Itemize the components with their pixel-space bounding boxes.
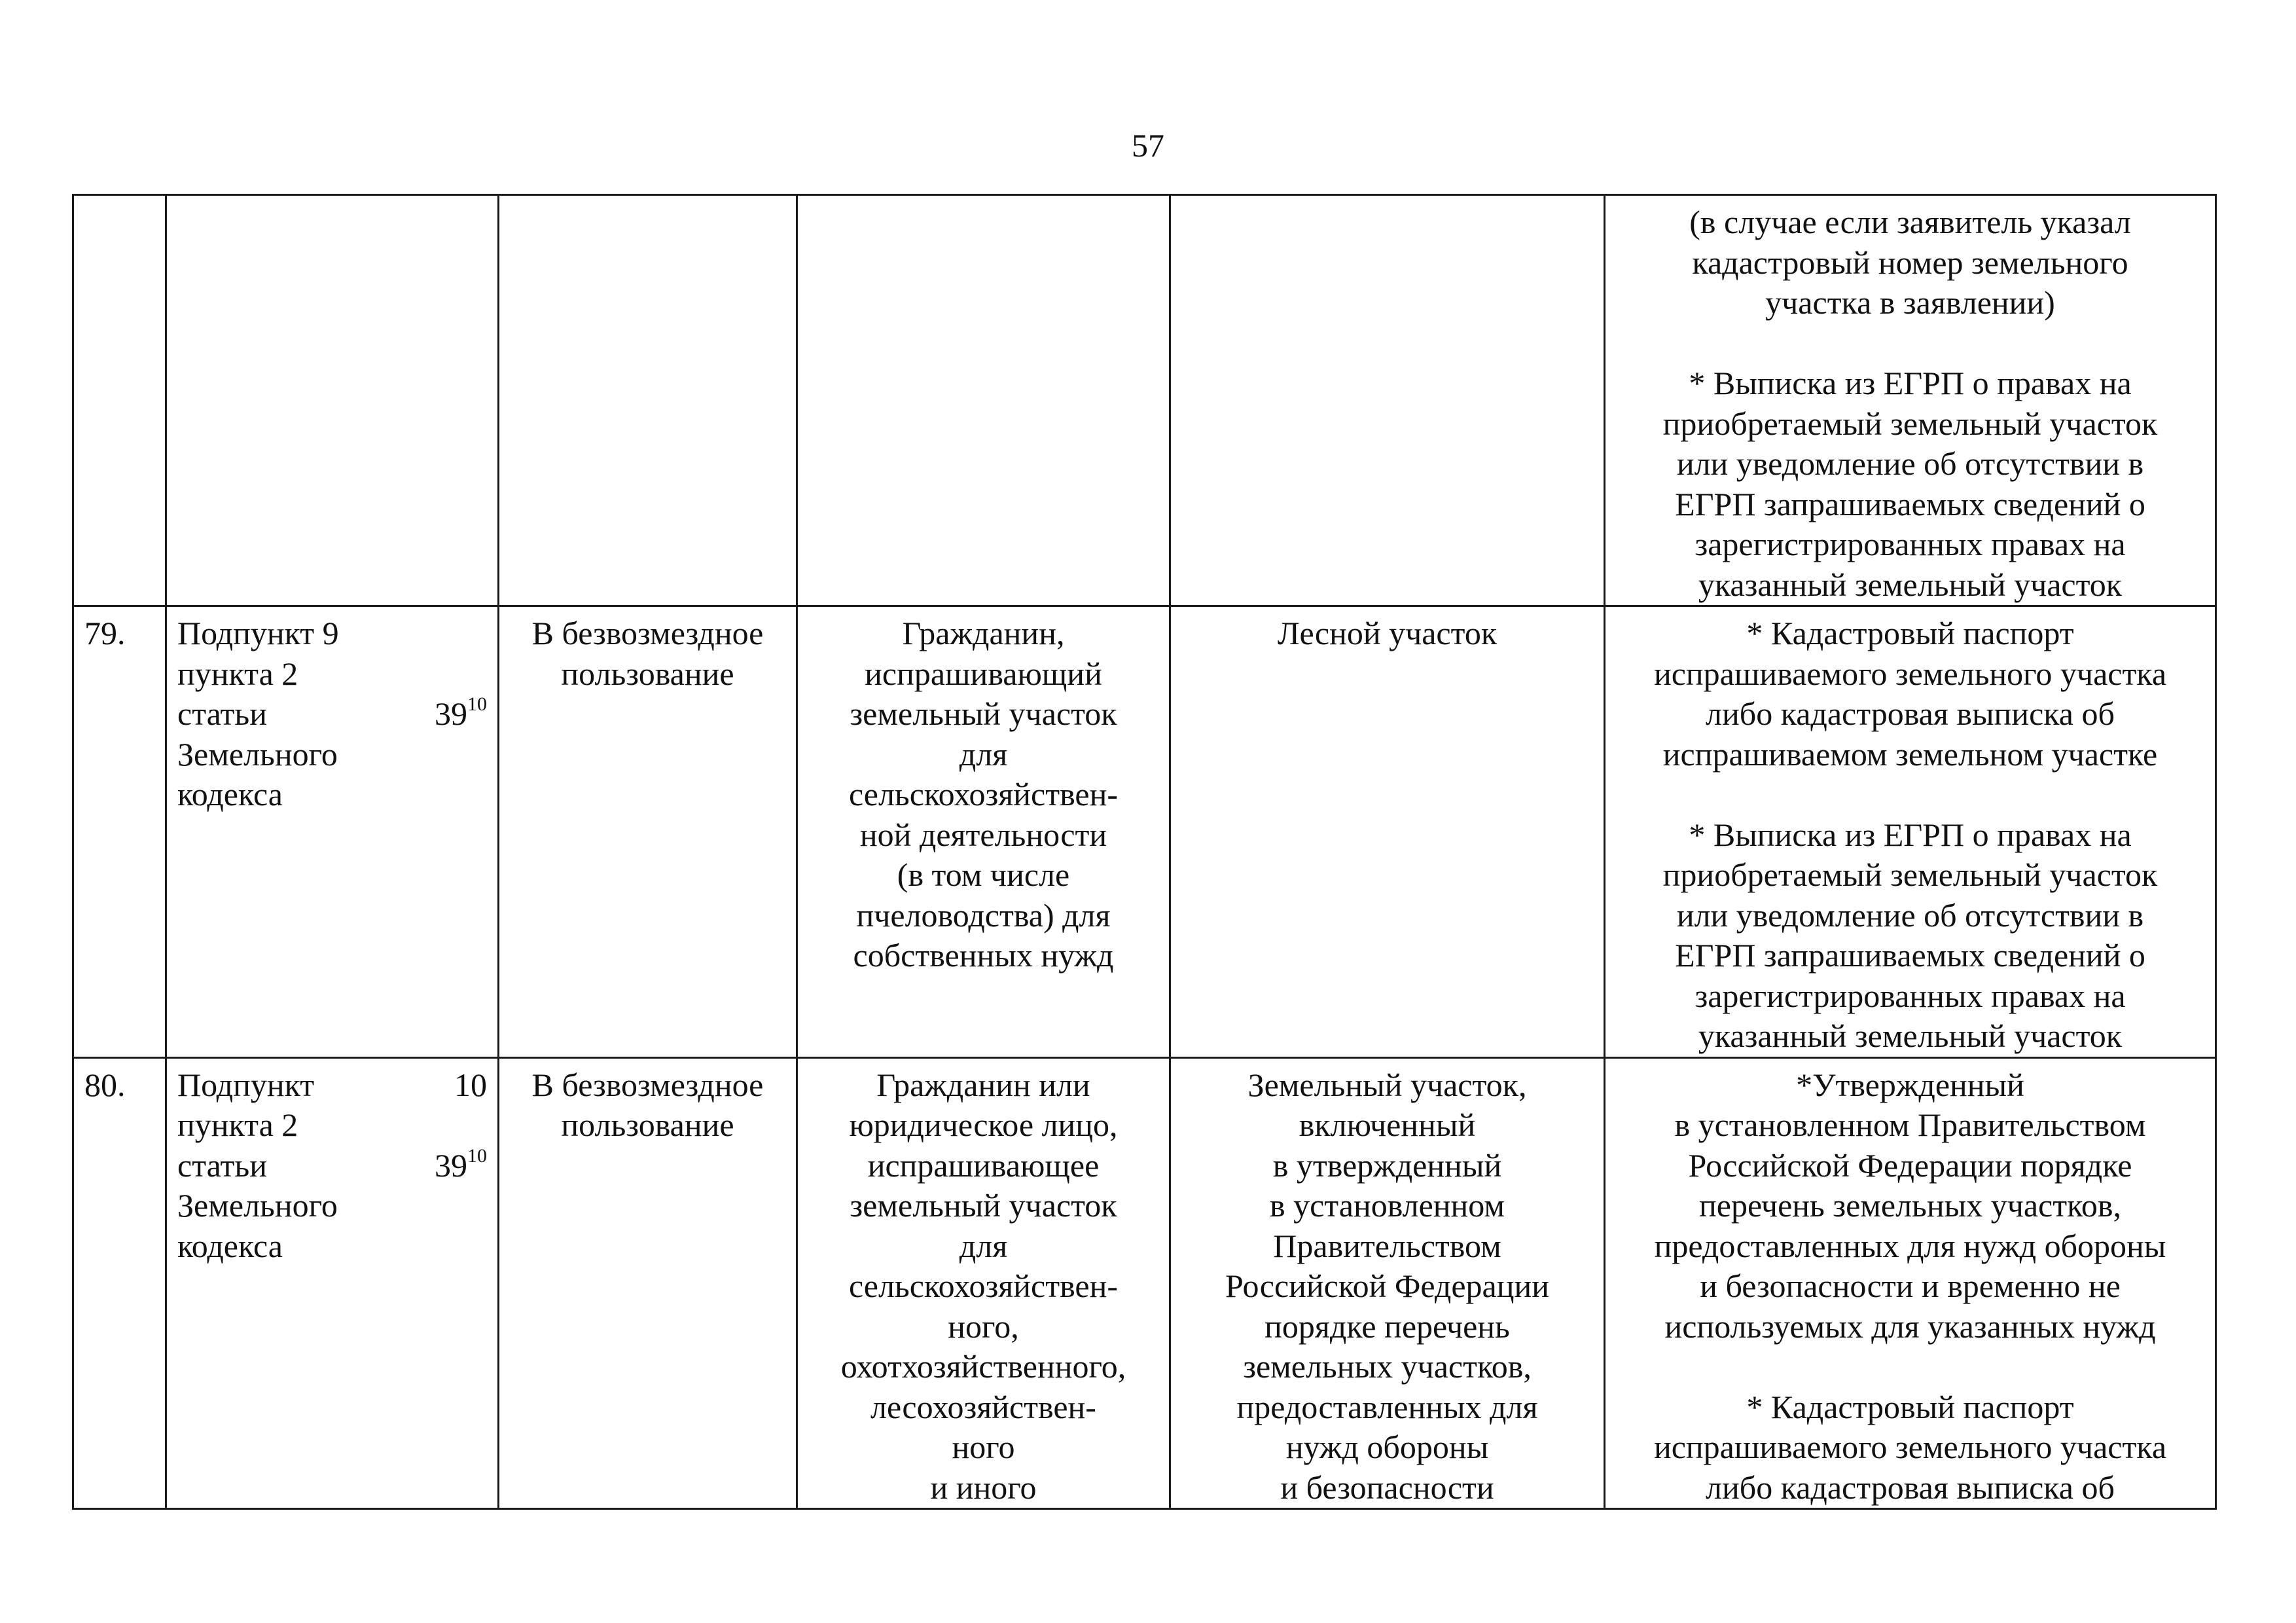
table-row bbox=[73, 606, 2216, 1058]
documents-cell bbox=[1605, 606, 2216, 1058]
article-cell: Подпункт 10 пункта 2 статьи $39^{10}$ Земельного кодекса bbox=[166, 1057, 499, 1509]
land-cell bbox=[1170, 195, 1605, 606]
page-number: 57 bbox=[1132, 127, 1164, 164]
document-paragraph: * Выписка из ЕГРП о правах на приобретаемый земельный участок или уведомление об отсутствии в ЕГРП запрашиваемых сведений о зарегистрированных правах на указанный земельный участок bbox=[1662, 816, 2158, 1054]
applicant-cell: Гражданин или юридическое лицо, испрашивающее земельный участок для сельскохозяйствен- ного, охотхозяйственного, лесохозяйствен- ного и иного bbox=[797, 1057, 1170, 1509]
land-cell: Лесной участок bbox=[1170, 606, 1605, 1058]
documents-cell bbox=[1605, 1057, 2216, 1509]
land-cell: Земельный участок, включенный в утвержденный в установленном Правительством Российской Федерации порядке перечень земельных участков, предоставленных для нужд обороны и безопасности bbox=[1170, 1057, 1605, 1509]
article-cell: Подпункт 9 пункта 2 статьи $39^{10}$ Земельного кодекса bbox=[166, 606, 499, 1058]
regulation-table bbox=[72, 194, 2217, 1510]
type-cell: В безвозмездное пользование bbox=[499, 606, 797, 1058]
table-row bbox=[73, 195, 2216, 606]
row-number-cell bbox=[73, 1057, 166, 1509]
row-number-cell bbox=[73, 195, 166, 606]
row-number-cell bbox=[73, 606, 166, 1058]
type-cell: В безвозмездное пользование bbox=[499, 1057, 797, 1509]
table-row bbox=[73, 1057, 2216, 1509]
row-number: 80. bbox=[84, 1066, 126, 1103]
applicant-cell bbox=[797, 195, 1170, 606]
document-paragraph: * Выписка из ЕГРП о правах на приобретаемый земельный участок или уведомление об отсутствии в ЕГРП запрашиваемых сведений о зарегистрированных правах на указанный земельный участок bbox=[1662, 365, 2158, 603]
document-paragraph: * Кадастровый паспорт испрашиваемого земельного участка либо кадастровая выписка об испрашиваемом земельном участке bbox=[1653, 615, 2167, 773]
document-paragraph: * Кадастровый паспорт испрашиваемого земельного участка либо кадастровая выписка об bbox=[1653, 1388, 2167, 1506]
applicant-cell: Гражданин, испрашивающий земельный участок для сельскохозяйствен- ной деятельности (в том числе пчеловодства) для собственных нужд bbox=[797, 606, 1170, 1058]
article-cell bbox=[166, 195, 499, 606]
row-number: 79. bbox=[84, 615, 126, 651]
document-paragraph: *Утвержденный в установленном Правительством Российской Федерации порядке перечень земельных участков, предоставленных для нужд обороны и безопасности и временно не используемых для указанных нужд bbox=[1654, 1066, 2166, 1345]
documents-cell bbox=[1605, 195, 2216, 606]
document-paragraph: (в случае если заявитель указал кадастровый номер земельного участка в заявлении) bbox=[1689, 204, 2131, 321]
type-cell bbox=[499, 195, 797, 606]
